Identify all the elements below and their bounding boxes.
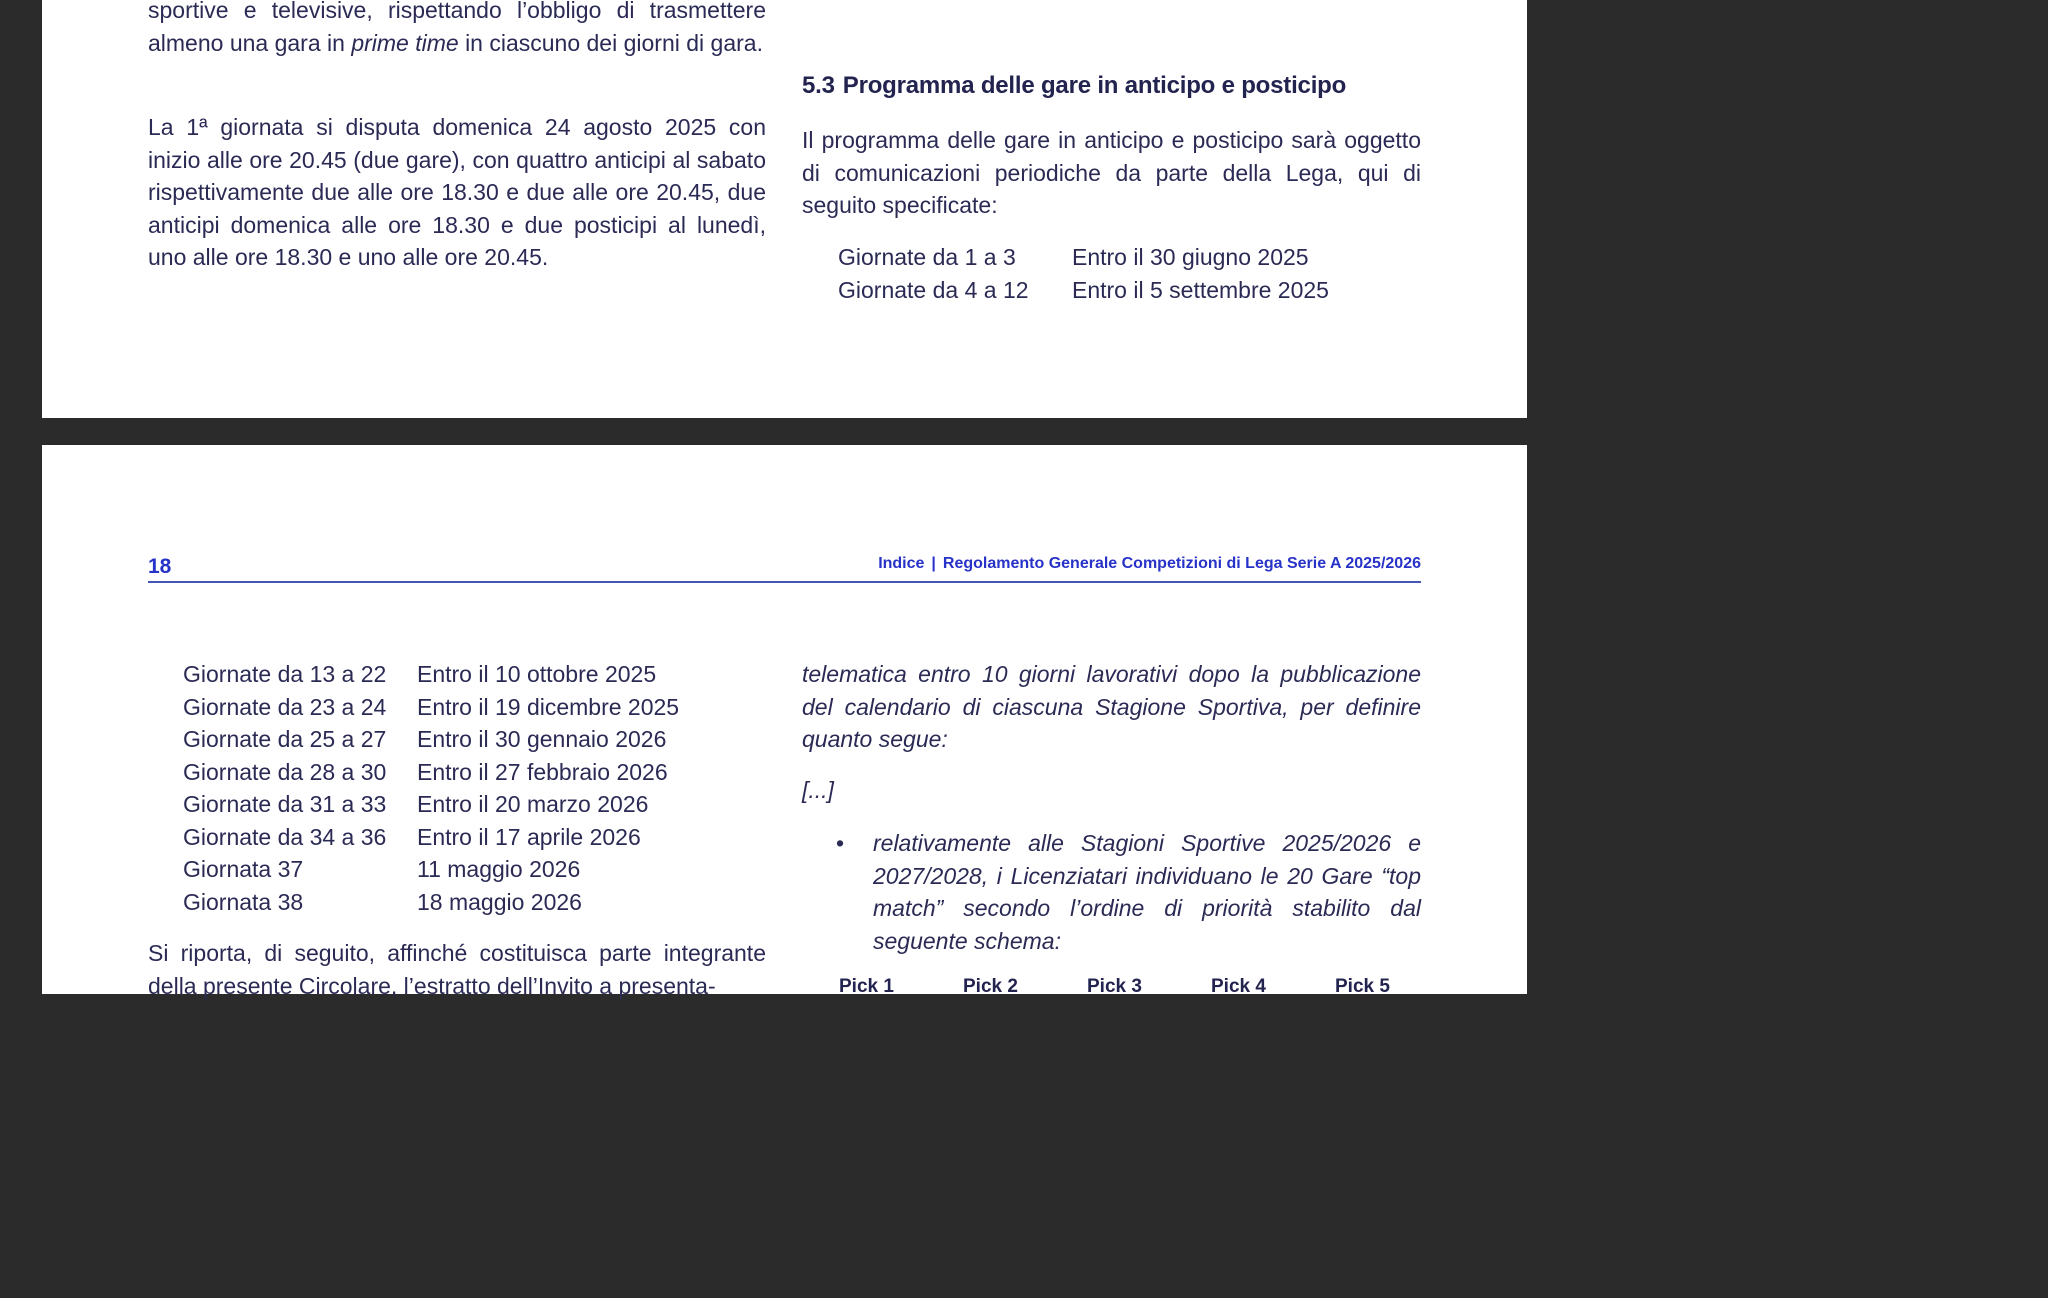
schedule-range: Giornate da 28 a 30 <box>183 758 387 785</box>
paragraph-program-intro: Il programma delle gare in anticipo e posticipo sarà oggetto di comunicazioni periodiche da parte della Lega, qui di seguito specificate: <box>802 127 1421 218</box>
index-link[interactable]: Indice <box>878 555 925 572</box>
schedule-row <box>838 274 1329 307</box>
schedule-range: Giornate da 13 a 22 <box>183 661 387 687</box>
paragraph-telematic-deadline: telematica entro 10 giorni lavorativi dopo la pubblicazione del calendario di ciascuna Stagione Sportiva, per definire quanto segue: <box>802 661 1421 752</box>
schedule-row <box>183 853 679 886</box>
schedule-range: Giornate da 23 a 24 <box>183 693 387 720</box>
running-head <box>878 555 1421 573</box>
page-number: 18 <box>148 555 172 578</box>
schedule-deadline: 18 maggio 2026 <box>417 888 582 915</box>
schedule-deadline: Entro il 5 settembre 2025 <box>1072 276 1329 303</box>
schedule-row <box>183 691 679 724</box>
schedule-deadline: Entro il 19 dicembre 2025 <box>417 693 680 720</box>
schedule-deadline: 11 maggio 2026 <box>417 856 581 882</box>
schedule-row <box>183 658 679 691</box>
schedule-row <box>183 723 679 756</box>
schedule-range: Giornate da 31 a 33 <box>183 791 387 817</box>
paragraph-circular-extract: Si riporta, di seguito, affinché costituisca parte integrante della presente Circolare, l’estratto dell’Invito a presenta- <box>148 940 766 999</box>
schedule-deadline: Entro il 17 aprile 2026 <box>417 823 641 850</box>
schedule-deadline: Entro il 10 ottobre 2025 <box>417 661 657 687</box>
pick-label: Pick 2 <box>963 976 1018 997</box>
schedule-row <box>838 241 1329 274</box>
document-page-top <box>42 0 1527 418</box>
section-title: Programma delle gare in anticipo e posticipo <box>842 72 1347 99</box>
bullet-list <box>836 827 1421 957</box>
schedule-row <box>183 756 679 789</box>
document-page-bottom <box>42 445 1527 999</box>
document-title: Regolamento Generale Competizioni di Lega Serie A 2025/2026 <box>942 555 1421 572</box>
schedule-range: Giornata 37 <box>183 856 304 882</box>
schedule-deadline: Entro il 20 marzo 2026 <box>417 791 649 817</box>
schedule-row <box>183 821 679 854</box>
paragraph-text-end: in ciascuno dei giorni di gara. <box>465 29 763 56</box>
pick-label: Pick 3 <box>1087 976 1142 997</box>
bullet-icon: • <box>836 830 845 856</box>
schedule-range: Giornate da 34 a 36 <box>183 823 387 850</box>
ellipsis-omission: [...] <box>802 777 834 803</box>
paragraph-first-matchday: La 1ª giornata si disputa domenica 24 agosto 2025 con inizio alle ore 20.45 (due gare), con quattro anticipi al sabato rispettivamente due alle ore 18.30 e due alle ore 20.45, due anticipi domenica alle ore 18.30 e due posticipi al lunedì, uno alle ore 18.30 e uno alle ore 20.45. <box>148 114 766 270</box>
paragraph-broadcast-obligation <box>148 0 766 59</box>
section-heading <box>802 72 1346 100</box>
schedule-range: Giornate da 4 a 12 <box>838 276 1029 303</box>
list-item <box>836 827 1421 957</box>
schedule-deadline: Entro il 30 giugno 2025 <box>1072 244 1309 270</box>
schedule-range: Giornata 38 <box>183 888 304 915</box>
running-head-separator: | <box>931 555 936 572</box>
emphasis-prime-time: prime time <box>351 29 459 56</box>
pick-label: Pick 4 <box>1211 976 1266 997</box>
paragraph-text: sportive e televisive, rispettando l’obbligo di trasmettere almeno una gara in <box>148 0 766 56</box>
schedule-deadline: Entro il 27 febbraio 2026 <box>417 758 668 785</box>
pick-label: Pick 5 <box>1335 976 1390 997</box>
page-header <box>148 549 1421 583</box>
section-number: 5.3 <box>802 72 835 99</box>
schedule-range: Giornate da 1 a 3 <box>838 244 1016 270</box>
schedule-table-top <box>838 241 1329 306</box>
schedule-table-bottom <box>183 658 679 918</box>
list-item-text: relativamente alle Stagioni Sportive 2025/2026 e 2027/2028, i Licenziatari individuano le 20 Gare “top match” secondo l’ordine di priorità stabilito dal seguente schema: <box>873 830 1421 954</box>
schedule-range: Giornate da 25 a 27 <box>183 726 387 752</box>
schedule-deadline: Entro il 30 gennaio 2026 <box>417 726 667 752</box>
schedule-row <box>183 886 679 919</box>
pick-header-row <box>839 976 1459 998</box>
pick-label: Pick 1 <box>839 976 894 997</box>
schedule-row <box>183 788 679 821</box>
